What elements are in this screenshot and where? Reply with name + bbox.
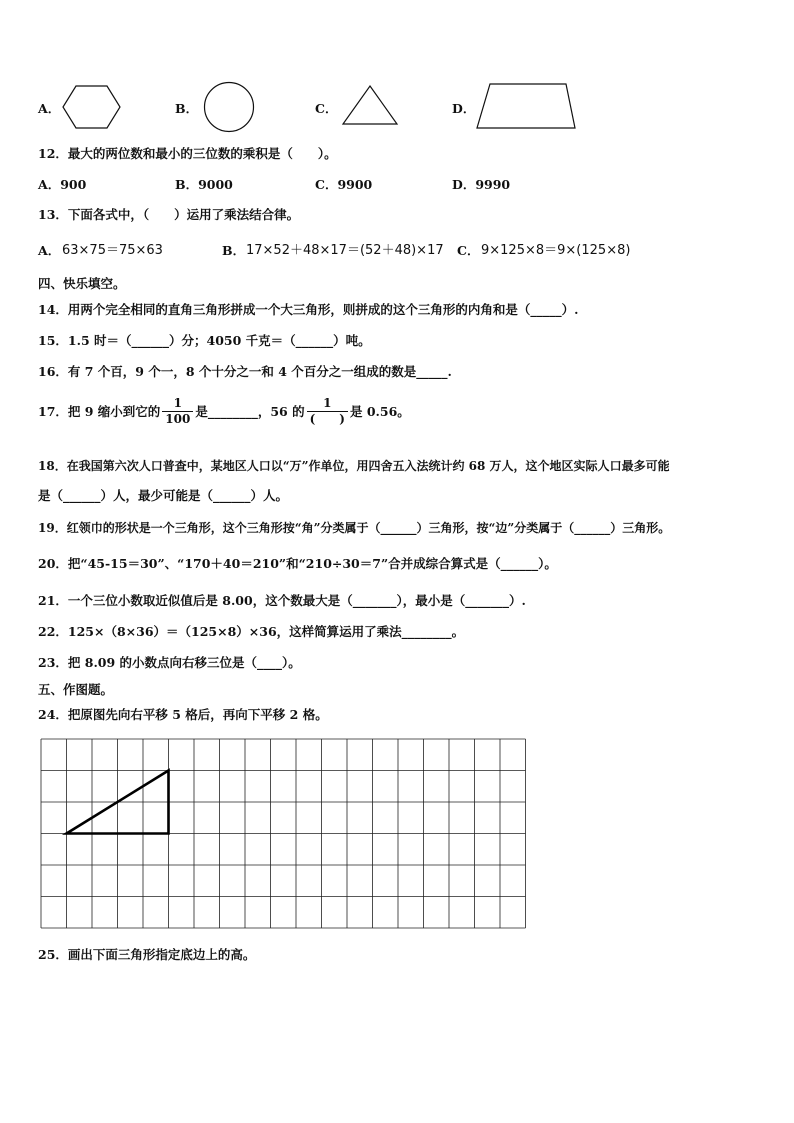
question-25: 25．画出下面三角形指定底边上的高。 bbox=[38, 947, 256, 962]
question-18-line-2: 是（______）人，最少可能是（______）人。 bbox=[38, 488, 289, 503]
question-21: 21．一个三位小数取近似值后是 8.00，这个数最大是（_______），最小是（_______）. bbox=[38, 593, 526, 608]
option-b-label: B． bbox=[175, 101, 199, 116]
question-19: 19．红领巾的形状是一个三角形，这个三角形按“角”分类属于（______）三角形，按“边”分类属于（______）三角形。 bbox=[38, 521, 671, 535]
circle-icon bbox=[202, 80, 256, 134]
section-4-heading: 四、快乐填空。 bbox=[38, 276, 126, 291]
question-22: 22．125×（8×36）＝（125×8）×36，这样简算运用了乘法________。 bbox=[38, 624, 465, 639]
question-16: 16．有 7 个百，9 个一，8 个十分之一和 4 个百分之一组成的数是_____. bbox=[38, 364, 452, 379]
q17-fraction-2-num: 1 bbox=[323, 396, 332, 410]
option-c-label: C． bbox=[315, 101, 338, 116]
q13-option-c-expr: 9×125×8＝9×(125×8) bbox=[481, 243, 631, 258]
q12-option-b: B．9000 bbox=[175, 177, 233, 192]
q13-option-a-expr: 63×75＝75×63 bbox=[62, 243, 163, 258]
q17-fraction-1-den: 100 bbox=[162, 411, 193, 427]
section-5-heading: 五、作图题。 bbox=[38, 682, 114, 697]
q13-option-a-label: A． bbox=[38, 243, 61, 258]
q17-fraction-2 bbox=[307, 396, 348, 427]
question-14: 14．用两个完全相同的直角三角形拼成一个大三角形，则拼成的这个三角形的内角和是（_____）. bbox=[38, 302, 579, 317]
question-20: 20．把“45-15＝30”、“170＋40＝210”和“210÷30＝7”合并成综合算式是（______）。 bbox=[38, 556, 557, 571]
q12-option-c: C．9900 bbox=[315, 177, 373, 192]
q12-option-a: A．900 bbox=[38, 177, 87, 192]
q17-fraction-2-den: ( ) bbox=[307, 411, 348, 427]
option-d-label: D． bbox=[452, 101, 476, 116]
q17-part3: 是 0.56。 bbox=[349, 403, 410, 419]
q13-option-c-label: C． bbox=[457, 243, 480, 258]
trapezoid-icon bbox=[474, 81, 578, 131]
q17-fraction-1-num: 1 bbox=[173, 396, 182, 410]
q17-part1: 17．把 9 缩小到它的 bbox=[38, 403, 161, 419]
question-15: 15．1.5 时＝（______）分；4050 千克＝（______）吨。 bbox=[38, 333, 371, 348]
question-23: 23．把 8.09 的小数点向右移三位是（____）。 bbox=[38, 655, 301, 670]
option-a-label: A． bbox=[38, 101, 61, 116]
q17-part2: 是________，56 的 bbox=[195, 403, 305, 419]
q13-option-b-label: B． bbox=[222, 243, 246, 258]
triangle-icon bbox=[340, 83, 400, 127]
q13-option-b-expr: 17×52＋48×17＝(52＋48)×17 bbox=[246, 243, 444, 258]
hexagon-icon bbox=[61, 84, 123, 130]
question-24: 24．把原图先向右平移 5 格后，再向下平移 2 格。 bbox=[38, 707, 328, 722]
question-12: 12．最大的两位数和最小的三位数的乘积是（ ）。 bbox=[38, 146, 337, 161]
question-13: 13．下面各式中，（ ）运用了乘法结合律。 bbox=[38, 207, 300, 222]
q17-fraction-1 bbox=[162, 396, 193, 427]
q12-option-d: D．9990 bbox=[452, 177, 511, 192]
question-18-line-1: 18．在我国第六次人口普查中，某地区人口以“万”作单位，用四舍五入法统计约 68 万人，这个地区实际人口最多可能 bbox=[38, 459, 670, 473]
question-17 bbox=[38, 396, 410, 427]
translation-grid[interactable] bbox=[40, 738, 530, 932]
